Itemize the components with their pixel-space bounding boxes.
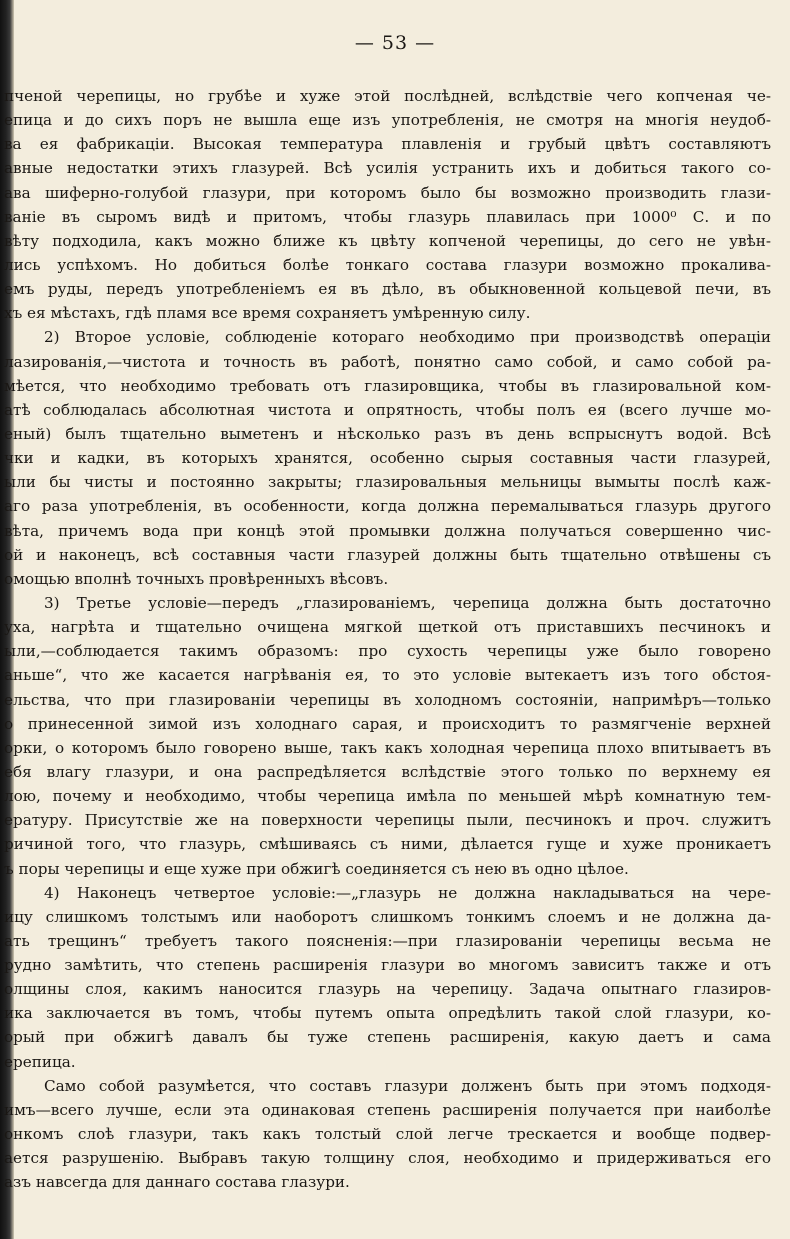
text-line: онкомъ слоѣ глазури, такъ какъ толстый слой легче трескается и вообще подвер-	[4, 1125, 771, 1144]
page-number: — 53 —	[354, 32, 436, 54]
text-line: еный) былъ тщательно выметенъ и нѣсколько разъ въ день вспрыснутъ водой. Всѣ	[4, 424, 771, 443]
text-line: ва ея фабрикаціи. Высокая температура плавленія и грубый цвѣтъ составляютъ	[4, 135, 771, 154]
text-line: ельства, что при глазированіи черепицы въ холодномъ состояніи, напримѣръ—только	[4, 690, 771, 709]
text-line: чки и кадки, въ которыхъ хранятся, особенно сырыя составныя части глазурей,	[4, 449, 771, 468]
text-line: орый при обжигѣ давалъ бы туже степень расширенія, какую даетъ и сама	[4, 1028, 771, 1047]
text-line: ературу. Присутствіе же на поверхности черепицы пыли, песчинокъ и проч. служитъ	[4, 811, 771, 830]
text-line: пченой черепицы, но грубѣе и хуже этой послѣдней, вслѣдствіе чего копченая че-	[4, 87, 771, 105]
text-line: ваніе въ сыромъ видѣ и притомъ, чтобы глазурь плавилась при 1000⁰ С. и по	[4, 207, 771, 226]
text-line: 3) Третье условіе—передъ „глазированіемъ, черепица должна быть достаточно	[44, 593, 771, 612]
text-line: хъ ея мѣстахъ, гдѣ пламя все время сохраняетъ умѣренную силу.	[4, 304, 531, 323]
body-text	[0, 84, 771, 1194]
text-line: лись успѣхомъ. Но добиться болѣе тонкаго состава глазури возможно прокалива-	[4, 255, 771, 274]
text-line: ебя влагу глазури, и она распредѣляется вслѣдствіе этого только по верхнему ея	[4, 762, 771, 781]
text-line: о принесенной зимой изъ холоднаго сарая, и происходитъ то размягченіе верхней	[4, 714, 771, 733]
text-line: ыли,—соблюдается такимъ образомъ: про сухость черепицы уже было говорено	[4, 642, 771, 661]
text-line: ыли бы чисты и постоянно закрыты; глазировальныя мельницы вымыты послѣ каж-	[4, 473, 771, 492]
text-line: ерепица.	[4, 1052, 76, 1071]
text-line: Само собой разумѣется, что составъ глазури долженъ быть при этомъ подходя-	[44, 1076, 771, 1095]
text-line: ава шиферно-голубой глазури, при которомъ было бы возможно производить глази-	[4, 183, 771, 202]
text-line: ричиной того, что глазурь, смѣшиваясь съ ними, дѣлается гуще и хуже проникаетъ	[4, 835, 771, 854]
text-line: олщины слоя, какимъ наносится глазурь на черепицу. Задача опытнаго глазиров-	[4, 980, 771, 999]
text-line: аньше“, что же касается нагрѣванія ея, то это условіе вытекаетъ изъ того обстоя-	[4, 666, 771, 685]
text-line: ается разрушенію. Выбравъ такую толщину слоя, необходимо и придерживаться его	[4, 1149, 771, 1168]
text-line: вѣта, причемъ вода при концѣ этой промывки должна получаться совершенно чис-	[4, 521, 771, 540]
text-line: ицу слишкомъ толстымъ или наоборотъ слишкомъ тонкимъ слоемъ и не должна да-	[4, 907, 771, 926]
text-line: ать трещинъ“ требуетъ такого поясненія:—при глазированіи черепицы весьма не	[4, 931, 771, 950]
text-line: епица и до сихъ поръ не вышла еще изъ употребленія, не смотря на многія неудоб-	[4, 111, 771, 130]
text-line: лою, почему и необходимо, чтобы черепица имѣла по меньшей мѣрѣ комнатную тем-	[4, 787, 771, 806]
text-line: уха, нагрѣта и тщательно очищена мягкой щеткой отъ приставшихъ песчинокъ и	[4, 618, 771, 637]
text-line: лазированія,—чистота и точность въ работѣ, понятно само собой, и само собой ра-	[4, 352, 771, 371]
text-line: авные недостатки этихъ глазурей. Всѣ усилія устранить ихъ и добиться такого со-	[4, 159, 771, 178]
text-line: емъ руды, передъ употребленіемъ ея въ дѣло, въ обыкновенной кольцевой печи, въ	[4, 280, 771, 299]
text-line: вѣту подходила, какъ можно ближе къ цвѣту копченой черепицы, до сего не увѣн-	[4, 231, 771, 250]
text-line: имъ—всего лучше, если эта одинаковая степень расширенія получается при наиболѣе	[4, 1100, 771, 1119]
text-line: ой и наконецъ, всѣ составныя части глазурей должны быть тщательно отвѣшены съ	[4, 545, 771, 564]
text-line: атѣ соблюдалась абсолютная чистота и опрятность, чтобы полъ ея (всего лучше мо-	[4, 400, 771, 419]
text-line: омощью вполнѣ точныхъ провѣренныхъ вѣсовъ.	[4, 569, 389, 588]
text-line: орки, о которомъ было говорено выше, такъ какъ холодная черепица плохо впитываетъ въ	[4, 738, 771, 757]
text-line: ика заключается въ томъ, чтобы путемъ опыта опредѣлить такой слой глазури, ко-	[4, 1004, 771, 1023]
text-line: рудно замѣтить, что степень расширенія глазури во многомъ зависитъ также и отъ	[4, 956, 771, 975]
text-line: аго раза употребленія, въ особенности, когда должна перемалываться глазурь другого	[4, 497, 771, 516]
text-line: мѣется, что необходимо требовать отъ глазировщика, чтобы въ глазировальной ком-	[4, 376, 771, 395]
text-line: азъ навсегда для даннаго состава глазури.	[4, 1173, 350, 1192]
text-line: 4) Наконецъ четвертое условіе:—„глазурь не должна накладываться на чере-	[44, 883, 771, 902]
text-line: ъ поры черепицы и еще хуже при обжигѣ соединяется съ нею въ одно цѣлое.	[4, 859, 629, 878]
text-line: 2) Второе условіе, соблюденіе котораго необходимо при производствѣ операціи	[44, 328, 771, 347]
